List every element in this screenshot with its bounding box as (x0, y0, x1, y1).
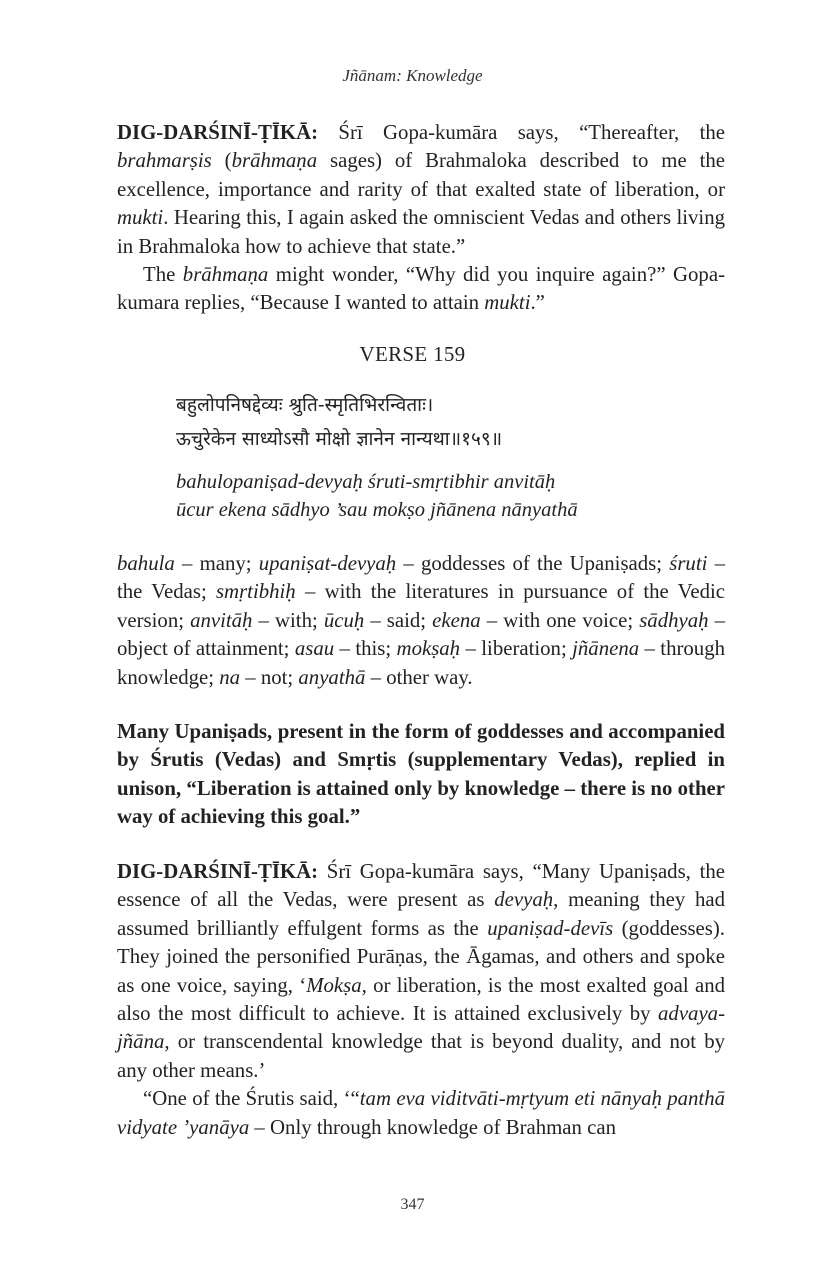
commentary-paragraph: The brāhmaṇa might wonder, “Why did you inquire again?” Gopa-kumara replies, “Because I wanted to attain mukti.” (117, 263, 725, 315)
synonym-term: na (219, 665, 241, 689)
synonym-term: anvitāḥ (190, 608, 253, 632)
synonyms-section (117, 550, 725, 692)
running-header: Jñānam: Knowledge (342, 66, 483, 85)
translation-section (117, 718, 725, 832)
synonym-gloss: – goddesses of the Upaniṣads; (396, 552, 670, 575)
synonym-gloss: – liberation; (460, 637, 573, 661)
commentary-section-1 (117, 119, 725, 318)
synonym-gloss: – with one voice; (480, 608, 640, 632)
synonym-gloss: – object of attainment; (117, 608, 726, 661)
synonym-gloss: – this; (334, 637, 397, 661)
synonyms-paragraph (117, 550, 725, 692)
synonym-gloss: – the Vedas; (117, 552, 725, 604)
translation-text: Many Upaniṣads, present in the form of goddesses and accompanied by Śrutis (Vedas) and Smṛtis (supplementary Vedas), replied in unison, “Liberation is attained only by knowledge – there is no other way of achieving this goal.” (117, 720, 725, 829)
synonym-gloss: – with the literatures in pursuance of the Vedic version; (117, 580, 725, 632)
synonym-gloss: – many; (174, 552, 259, 575)
synonym-term: anyathā (298, 665, 366, 689)
synonym-term: ekena (432, 608, 481, 632)
transliteration-line: ūcur ekena sādhyo ’sau mokṣo jñānena nānyathā (176, 499, 578, 521)
synonym-term: asau (294, 637, 335, 661)
synonym-gloss: – other way. (365, 665, 473, 689)
synonym-term: ūcuḥ (323, 608, 365, 632)
synonym-term: śruti (669, 552, 708, 575)
verse-title: VERSE 159 (359, 342, 466, 366)
devanagari-verse (176, 388, 736, 456)
synonym-term: upaniṣat-devyaḥ (258, 552, 397, 575)
commentary-section-2 (117, 858, 725, 1142)
commentary-paragraph: DIG-DARŚINĪ-ṬĪKĀ: Śrī Gopa-kumāra says, “Many Upaniṣads, the essence of all the Vedas, were present as devyaḥ, meaning they had assumed brilliantly effulgent forms as the upaniṣad-devīs (goddesses). They joined the personified Purāṇas, the Āgamas, and others and spoke as one voice, saying, ‘Mokṣa, or liberation, is the most exalted goal and also the most difficult to achieve. It is attained exclusively by advaya-jñāna, or transcendental knowledge that is beyond duality, and not by any other means.’ (117, 860, 725, 1082)
devanagari-line: ऊचुरेकेन साध्योऽसौ मोक्षो ज्ञानेन नान्यथा॥१५९॥ (176, 428, 503, 450)
commentary-label: DIG-DARŚINĪ-ṬĪKĀ: (117, 121, 319, 144)
synonym-term: mokṣaḥ (396, 637, 461, 661)
page-number: 347 (400, 1196, 425, 1213)
devanagari-line: बहुलोपनिषद्देव्यः श्रुति-स्मृतिभिरन्विताः। (176, 394, 434, 416)
synonym-gloss: – said; (364, 608, 433, 632)
commentary-paragraph: DIG-DARŚINĪ-ṬĪKĀ: Śrī Gopa-kumāra says, “Thereafter, the brahmarṣis (brāhmaṇa sages) of Brahmaloka described to me the excellence, importance and rarity of that exalted state of liberation, or mukti. Hearing this, I again asked the omniscient Vedas and others living in Brahmaloka how to achieve that state.” (117, 121, 725, 258)
commentary-paragraph: “One of the Śrutis said, ‘“tam eva viditvāti-mṛtyum eti nānyaḥ panthā vidyate ’yanāya – Only through knowledge of Brahman can (117, 1087, 725, 1139)
synonym-term: bahula (117, 552, 175, 575)
synonym-gloss: – through knowledge; (117, 637, 726, 689)
synonym-term: jñānena (572, 637, 640, 661)
commentary-label: DIG-DARŚINĪ-ṬĪKĀ: (117, 860, 319, 883)
synonym-gloss: – with; (252, 608, 324, 632)
synonym-term: smṛtibhiḥ (215, 580, 296, 604)
synonym-term: sādhyaḥ (639, 608, 709, 632)
transliteration-line: bahulopaniṣad-devyaḥ śruti-smṛtibhir anvitāḥ (176, 471, 556, 493)
transliteration (176, 468, 736, 524)
synonym-gloss: – not; (240, 665, 299, 689)
